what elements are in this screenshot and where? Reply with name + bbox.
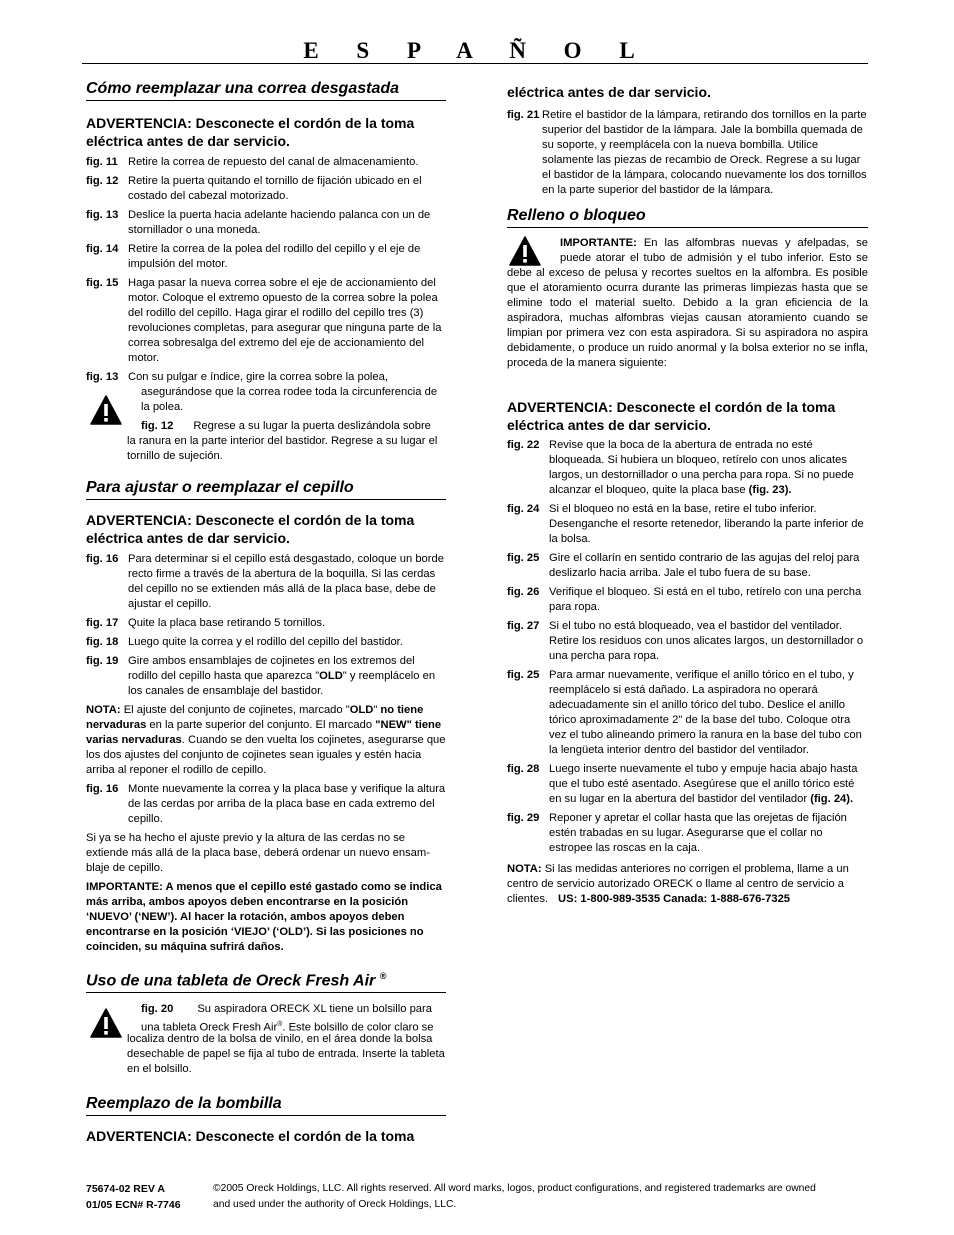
fig-text: Verifique el bloqueo. Si está en el tubo, retírelo con una percha para ropa. xyxy=(549,586,862,613)
clog-important-block xyxy=(507,236,868,371)
fig-label: fig. 12 xyxy=(86,175,119,187)
fig-text: Quite la placa base retirando 5 tornillos. xyxy=(128,617,326,629)
fig-label: fig. 16 xyxy=(86,553,119,565)
fig-text: Para armar nuevamente, verifique el anillo tórico en el tubo, y reemplácelo si está dañado. La aspiradora no operará adecuadamente sin el anillo tórico del tubo. Deslice el anillo tórico aproximadamente 2" de la base del tubo. Coloque otra vez el tubo alineando primero la ranura en la base del tubo con la lengüeta interior dentro del bastidor del ventilador. xyxy=(549,669,862,756)
fig-text: Retire el bastidor de la lámpara, retirando dos tornillos en la parte superior del bastidor de la lámpara. Jale la bombilla quemada de su soporte, y reemplácela con la nueva bombilla. Utilice solamente las piezas de recambio de Oreck. Regrese a su lugar el bastidor de la lámpara, colocando nuevamente los dos tornillos en la parte superior del bastidor de la lámpara. xyxy=(542,109,867,196)
fig-label: fig. 13 xyxy=(86,371,119,383)
page-title: E S P A Ñ O L xyxy=(303,38,651,63)
fig-label: fig. 27 xyxy=(507,620,540,632)
fig-step xyxy=(507,811,868,856)
warning-triangle-icon xyxy=(509,236,541,266)
section-title-brush: Para ajustar o reemplazar el cepillo xyxy=(86,479,446,500)
section-title-fresh-air: Uso de una tableta de Oreck Fresh Air ® xyxy=(86,971,446,993)
fig-label: fig. 17 xyxy=(86,617,119,629)
fig-step xyxy=(507,762,868,807)
copyright-line1: ©2005 Oreck Holdings, LLC. All rights reserved. All word marks, logos, product configurations, and registered trademarks are owned xyxy=(213,1183,816,1194)
fig-step xyxy=(86,242,446,272)
fig-label: fig. 25 xyxy=(507,552,540,564)
fig-text: una tableta Oreck Fresh Air®. Este bolsillo de color claro se xyxy=(141,1021,434,1035)
fig-step xyxy=(507,585,868,615)
fig-step xyxy=(86,155,446,170)
section-title-bulb: Reemplazo de la bombilla xyxy=(86,1095,446,1116)
fig-text: asegurándose que la correa rodee toda la circunferencia de la polea. xyxy=(141,386,438,413)
fig-label: fig. 22 xyxy=(507,439,540,451)
fig-label: fig. 16 xyxy=(86,783,119,795)
fig-step xyxy=(507,551,868,581)
fig-label: fig. 21 xyxy=(507,109,540,121)
fig-step xyxy=(507,502,868,547)
fig-text: Luego inserte nuevamente el tubo y empuje hacia abajo hasta que el tubo esté asentado. Asegúrese que el anillo tórico esté en su lugar en la abertura del bastidor del ventilador (fig. 24). xyxy=(549,763,858,805)
fig-label: fig. 20 xyxy=(141,1003,174,1016)
doc-code xyxy=(86,1181,181,1213)
fig-label: fig. 26 xyxy=(507,586,540,598)
title-rule xyxy=(82,63,868,64)
section-title-clog: Relleno o bloqueo xyxy=(507,207,868,228)
fig-text: Revise que la boca de la abertura de entrada no esté bloqueada. Si hubiera un bloqueo, retírelo con unos alicates largos, un destornillador o una percha para ropa. Si no puede alcanzar el bloqueo, quite la placa base (fig. 23). xyxy=(549,439,854,496)
fig-label: fig. 18 xyxy=(86,636,119,648)
fig-text: Retire la correa de repuesto del canal de almacenamiento. xyxy=(128,156,419,168)
fig-step xyxy=(86,174,446,204)
note-bearings: NOTA: El ajuste del conjunto de cojinetes, marcado "OLD" no tiene nervaduras en la parte superior del conjunto. El marcado "NEW" tiene varias nervaduras. Cuando se den vuelta los cojinetes, asegurarse que los dos ajustes del conjunto de cojinetes sean iguales y estén hacia arriba al reponer el rodillo de cepillo. xyxy=(86,704,446,776)
fig-step xyxy=(507,438,868,498)
fig-text: localiza dentro de la bolsa de vinilo, en el área donde la bolsa desechable de papel se fija al tubo de entrada. Inserte la tableta en el bolsillo. xyxy=(127,1033,445,1076)
fig-text: Regrese a su lugar la puerta deslizándola sobre xyxy=(193,420,431,432)
important-brush: IMPORTANTE: A menos que el cepillo esté gastado como se indica más arriba, ambos apoyos deben encontrarse en la posición ‘NUEVO’ (‘NEW’). Al hacer la rotación, ambos apoyos deben encontrarse en la posición ‘VIEJO’ (‘OLD’). Si las posiciones no coinciden, su máquina sufrirá daños. xyxy=(86,881,442,953)
fig-label: fig. 24 xyxy=(507,503,540,515)
warning-bulb-continued: eléctrica antes de dar servicio. xyxy=(507,84,711,100)
fig-step xyxy=(86,782,446,827)
warning-triangle-icon xyxy=(90,395,122,425)
fig-step xyxy=(86,208,446,238)
fig-label: fig. 15 xyxy=(86,277,119,289)
warning-belt: ADVERTENCIA: Desconecte el cordón de la toma eléctrica antes de dar servicio. xyxy=(86,115,415,149)
fig-text: Si el bloqueo no está en la base, retire el tubo inferior. Desenganche el resorte retenedor, liberando la parte inferior de la bolsa. xyxy=(549,503,864,545)
doc-code-line2: 01/05 ECN# R-7746 xyxy=(86,1199,181,1211)
fig-text: la ranura en la parte interior del bastidor. Regrese a su lugar el tornillo de sujeción. xyxy=(127,435,438,462)
fig-step xyxy=(86,552,446,612)
fig-label: fig. 12 xyxy=(141,420,174,432)
doc-code-line1: 75674-02 REV A xyxy=(86,1183,165,1195)
fig-label: fig. 11 xyxy=(86,156,118,168)
belt-warning-block xyxy=(86,385,446,465)
fig-text: Retire la puerta quitando el tornillo de fijación ubicado en el costado del cabezal motorizado. xyxy=(128,175,422,202)
fig-label: fig. 28 xyxy=(507,763,540,775)
fig-label: fig. 13 xyxy=(86,209,119,221)
note-service: NOTA: Si las medidas anteriores no corrigen el problema, llame a un centro de servicio autorizado ORECK o llame al centro de servicio a clientes. US: 1-800-989-3535 Canada: 1-888-676-7325 xyxy=(507,863,849,905)
fig-text: Luego quite la correa y el rodillo del cepillo del bastidor. xyxy=(128,636,403,648)
brush-paragraph: Si ya se ha hecho el ajuste previo y la altura de las cerdas no se extiende más allá de la placa base, deberá ordenar un nuevo ensam-blaje de cepillo. xyxy=(86,832,430,874)
warning-triangle-icon xyxy=(90,1008,122,1038)
fig-step xyxy=(86,276,446,366)
fig-text: Retire la correa de la polea del rodillo del cepillo y el eje de impulsión del motor. xyxy=(128,243,421,270)
fig-label: fig. 14 xyxy=(86,243,119,255)
warning-brush: ADVERTENCIA: Desconecte el cordón de la toma eléctrica antes de dar servicio. xyxy=(86,512,415,546)
fig-text: Reponer y apretar el collar hasta que las orejetas de fijación estén trabadas en su lugar. Asegurarse que el collar no estropee las roscas en la caja. xyxy=(549,812,847,854)
fig-step xyxy=(507,108,868,198)
fresh-air-block xyxy=(86,1002,446,1080)
fig-step xyxy=(86,635,446,650)
fig-text: Para determinar si el cepillo está desgastado, coloque un borde recto firme a través de la abertura de la boquilla. Si las cerdas del cepillo no se extienden más allá de la placa base, debe de ajustar el cepillo. xyxy=(128,553,444,610)
fig-text: Haga pasar la nueva correa sobre el eje de accionamiento del motor. Coloque el extremo opuesto de la correa sobre la polea del rodillo del cepillo. Haga girar el rodillo del cepillo tres (3) revoluciones completas, para asegurar que ninguna parte de la correa sobresalga del extremo del eje de accionamiento del motor. xyxy=(128,277,442,364)
fig-step xyxy=(86,654,446,699)
fig-text: Con su pulgar e índice, gire la correa sobre la polea, xyxy=(128,371,388,383)
clog-steps xyxy=(507,438,868,856)
left-column xyxy=(86,80,446,1145)
right-column xyxy=(507,80,868,907)
brush-steps xyxy=(86,552,446,650)
fig-text: Su aspiradora ORECK XL tiene un bolsillo para xyxy=(197,1003,432,1016)
copyright xyxy=(213,1181,863,1213)
fig-text: Si el tubo no está bloqueado, vea el bastidor del ventilador. Retire los residuos con unos alicates largos, un destornillador o una percha para ropa. xyxy=(549,620,864,662)
fig-label: fig. 19 xyxy=(86,655,119,667)
warning-bulb: ADVERTENCIA: Desconecte el cordón de la toma xyxy=(86,1128,415,1145)
fig-step xyxy=(141,419,446,434)
fig-step xyxy=(507,619,868,664)
belt-steps xyxy=(86,155,446,366)
fig-text: Deslice la puerta hacia adelante haciendo palanca con un de stornillador o una moneda. xyxy=(128,209,431,236)
section-title-belt: Cómo reemplazar una correa desgastada xyxy=(86,80,446,101)
fig-text: Gire el collarín en sentido contrario de las agujas del reloj para deslizarlo hacia arriba. Jale el tubo fuera de su base. xyxy=(549,552,860,579)
fig-label: fig. 25 xyxy=(507,669,540,681)
fig-step xyxy=(86,616,446,631)
fig-step xyxy=(141,1002,446,1017)
copyright-line2: and used under the authority of Oreck Holdings, LLC. xyxy=(213,1199,457,1210)
warning-clog: ADVERTENCIA: Desconecte el cordón de la toma eléctrica antes de dar servicio. xyxy=(507,399,836,433)
fig-text: Monte nuevamente la correa y la placa base y verifique la altura de las cerdas por arriba de la placa base en cada extremo del cepillo. xyxy=(128,783,446,825)
fig-step xyxy=(507,668,868,758)
important-clog: IMPORTANTE: En las alfombras nuevas y afelpadas, se puede atorar el tubo de admisión y el tubo inferior. Esto se debe al exceso de pelusa y recortes sueltos en la alfombra. Es posible que el atoramiento ocurra durante las primeras limpiezas hasta que se elimine todo el material suelto. Debido a la gran eficiencia de la aspiradora, muchas alfombras viejas causan atoramiento cuando se limpian por primera vez con esta aspiradora. Si su aspiradora no aspira debidamente, o produce un ruido anormal y la bolsa exterior no se infla, proceda de la manera siguiente: xyxy=(507,237,868,369)
fig-label: fig. 29 xyxy=(507,812,540,824)
fig-step xyxy=(86,370,446,385)
fig-text: Gire ambos ensamblajes de cojinetes en los extremos del rodillo del cepillo hasta que aparezca "OLD" y reemplácelo en los canales de ensamblaje del bastidor. xyxy=(128,655,436,697)
